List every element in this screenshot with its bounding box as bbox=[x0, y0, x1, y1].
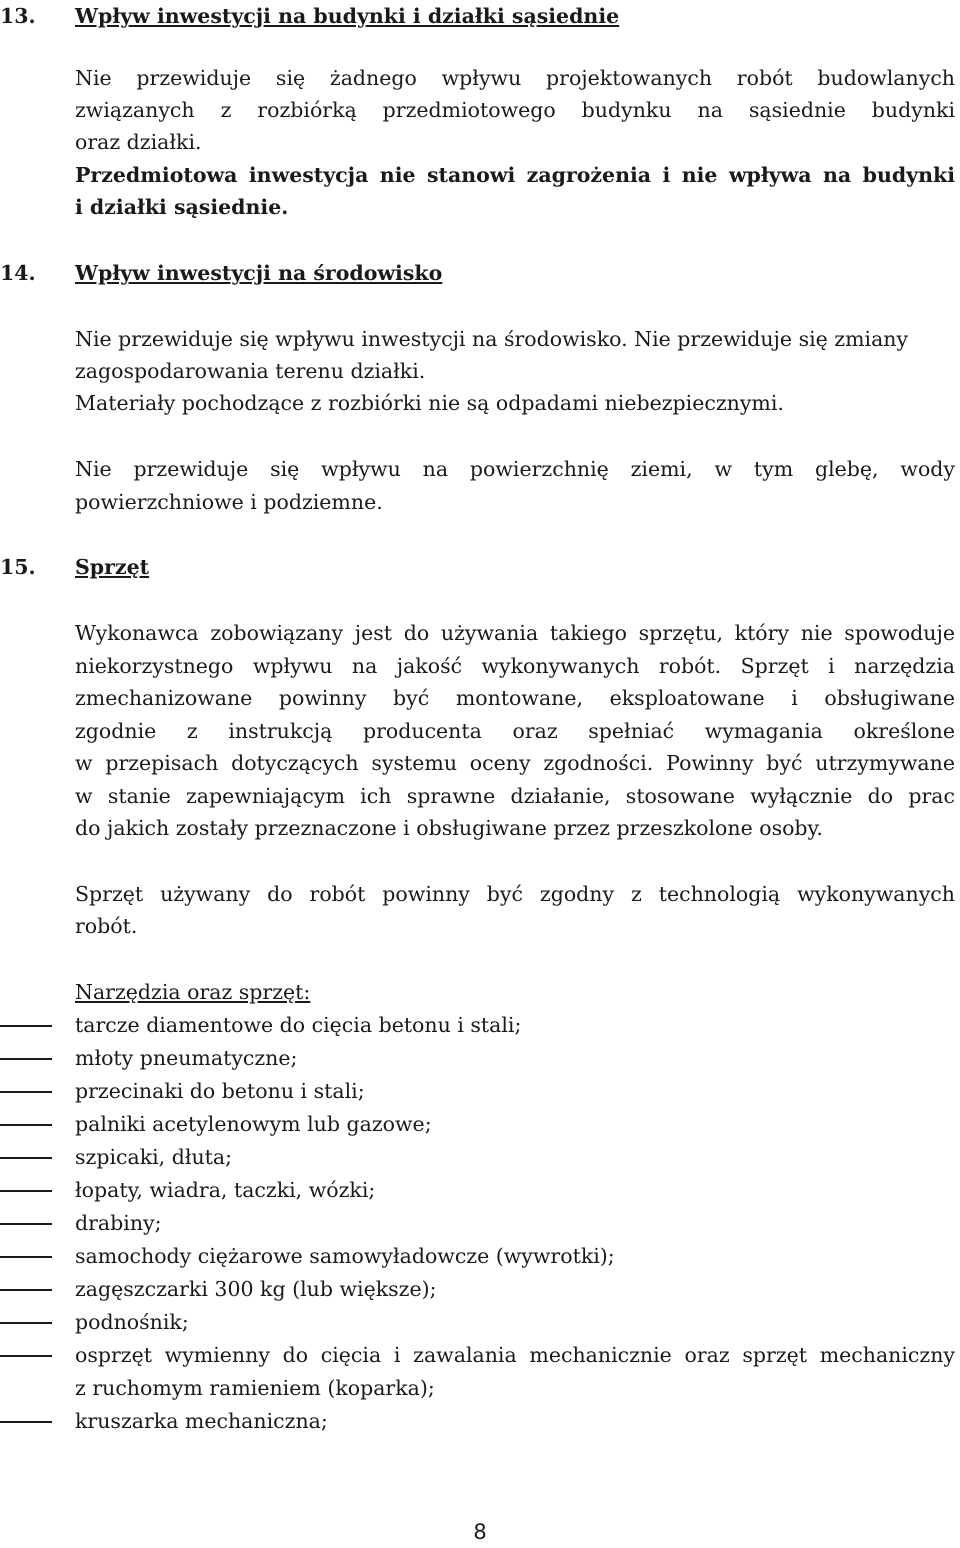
s14-p1-line: zagospodarowania terenu działki. bbox=[75, 359, 426, 383]
list-item: drabiny; bbox=[75, 1211, 162, 1235]
list-dash bbox=[0, 1421, 52, 1423]
list-item: samochody ciężarowe samowyładowcze (wywrotki); bbox=[75, 1244, 615, 1268]
list-dash bbox=[0, 1190, 52, 1192]
s15-p2-line: robót. bbox=[75, 914, 138, 938]
list-dash bbox=[0, 1025, 52, 1027]
s15-p1-line: w przepisach dotyczących systemu oceny zgodności. Powinny być utrzymywane bbox=[75, 751, 955, 775]
s14-p2-line: powierzchniowe i podziemne. bbox=[75, 490, 383, 514]
list-item-continuation: z ruchomym ramieniem (koparka); bbox=[75, 1376, 435, 1400]
section-15-number: 15. bbox=[0, 555, 36, 579]
list-dash bbox=[0, 1322, 52, 1324]
s15-p1-line: zmechanizowane powinny być montowane, eksploatowane i obsługiwane bbox=[75, 686, 955, 710]
list-item: palniki acetylenowym lub gazowe; bbox=[75, 1112, 432, 1136]
equipment-list-title: Narzędzia oraz sprzęt: bbox=[75, 980, 311, 1004]
section-15-heading: Sprzęt bbox=[75, 555, 150, 579]
section-13-number: 13. bbox=[0, 4, 36, 28]
list-item: tarcze diamentowe do cięcia betonu i stali; bbox=[75, 1013, 522, 1037]
s13-p1-line: Nie przewiduje się żadnego wpływu projektowanych robót budowlanych bbox=[75, 66, 955, 90]
s13-p2-line: Przedmiotowa inwestycja nie stanowi zagrożenia i nie wpływa na budynki bbox=[75, 163, 955, 187]
s15-p2-line: Sprzęt używany do robót powinny być zgodny z technologią wykonywanych bbox=[75, 882, 955, 906]
s15-p1-line: zgodnie z instrukcją producenta oraz spełniać wymagania określone bbox=[75, 719, 955, 743]
section-13-heading: Wpływ inwestycji na budynki i działki sąsiednie bbox=[75, 4, 620, 28]
list-dash bbox=[0, 1355, 52, 1357]
list-dash bbox=[0, 1091, 52, 1093]
s13-p2-line: i działki sąsiednie. bbox=[75, 195, 289, 219]
s15-p1-line: w stanie zapewniającym ich sprawne działanie, stosowane wyłącznie do prac bbox=[75, 784, 955, 808]
list-item: osprzęt wymienny do cięcia i zawalania mechanicznie oraz sprzęt mechaniczny bbox=[75, 1343, 955, 1367]
list-item: zagęszczarki 300 kg (lub większe); bbox=[75, 1277, 437, 1301]
list-dash bbox=[0, 1058, 52, 1060]
list-dash bbox=[0, 1124, 52, 1126]
s15-p1-line: niekorzystnego wpływu na jakość wykonywanych robót. Sprzęt i narzędzia bbox=[75, 654, 955, 678]
list-item: przecinaki do betonu i stali; bbox=[75, 1079, 365, 1103]
s14-p2-line: Nie przewiduje się wpływu na powierzchnię ziemi, w tym glebę, wody bbox=[75, 457, 955, 481]
list-item: kruszarka mechaniczna; bbox=[75, 1409, 328, 1433]
list-dash bbox=[0, 1256, 52, 1258]
list-item: łopaty, wiadra, taczki, wózki; bbox=[75, 1178, 376, 1202]
s14-p1-line: Nie przewiduje się wpływu inwestycji na środowisko. Nie przewiduje się zmiany bbox=[75, 327, 909, 351]
list-dash bbox=[0, 1157, 52, 1159]
s15-p1-line: Wykonawca zobowiązany jest do używania takiego sprzętu, który nie spowoduje bbox=[75, 621, 955, 645]
section-14-number: 14. bbox=[0, 261, 36, 285]
list-dash bbox=[0, 1289, 52, 1291]
list-item: podnośnik; bbox=[75, 1310, 189, 1334]
s14-p1-line: Materiały pochodzące z rozbiórki nie są odpadami niebezpiecznymi. bbox=[75, 391, 784, 415]
s13-p1-line: związanych z rozbiórką przedmiotowego budynku na sąsiednie budynki bbox=[75, 98, 955, 122]
list-dash bbox=[0, 1223, 52, 1225]
page-number: 8 bbox=[473, 1520, 487, 1544]
list-item: szpicaki, dłuta; bbox=[75, 1145, 233, 1169]
s13-p1-line: oraz działki. bbox=[75, 130, 202, 154]
s15-p1-line: do jakich zostały przeznaczone i obsługiwane przez przeszkolone osoby. bbox=[75, 816, 823, 840]
section-14-heading: Wpływ inwestycji na środowisko bbox=[75, 261, 443, 285]
list-item: młoty pneumatyczne; bbox=[75, 1046, 298, 1070]
